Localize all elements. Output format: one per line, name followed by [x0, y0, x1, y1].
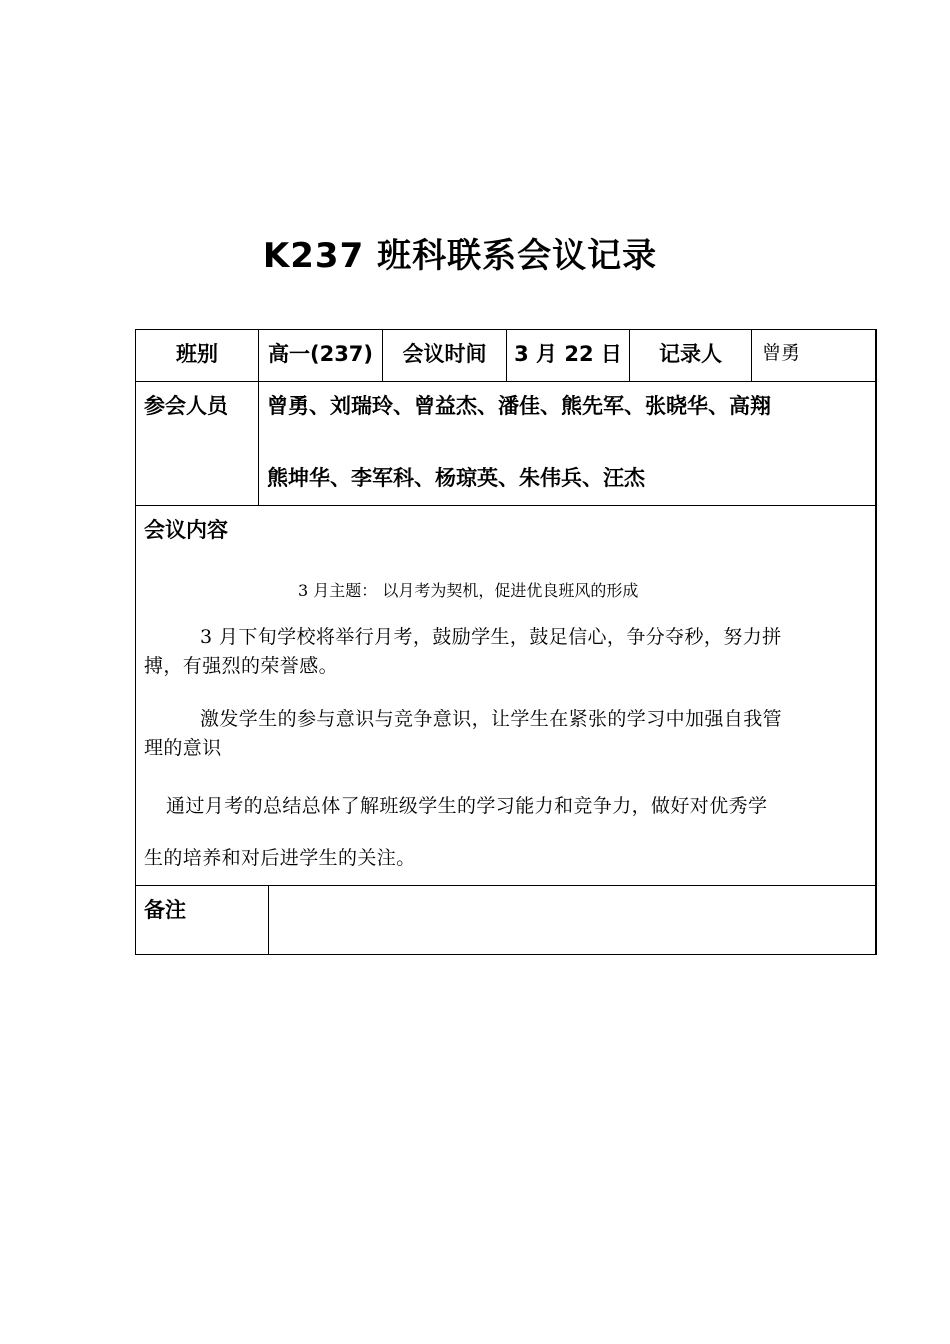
paragraph-1-line-2: 搏，有强烈的荣誉感。	[144, 655, 339, 677]
attendees-line-1: 曾勇、刘瑞玲、曾益杰、潘佳、熊先军、张晓华、高翔	[267, 394, 771, 418]
attendees-label: 参会人员	[136, 382, 259, 505]
paragraph-3-line-1: 通过月考的总结总体了解班级学生的学习能力和竞争力，做好对优秀学	[166, 795, 768, 817]
paragraph-3-line-2: 生的培养和对后进学生的关注。	[144, 847, 416, 869]
meeting-record-table	[135, 329, 877, 955]
remarks-label: 备注	[136, 886, 269, 954]
paragraph-2-line-1: 激发学生的参与意识与竞争意识，让学生在紧张的学习中加强自我管	[200, 708, 783, 730]
attendees-line-2: 熊坤华、李军科、杨琼英、朱伟兵、汪杰	[267, 466, 645, 490]
remarks-row	[136, 886, 875, 954]
paragraph-2-line-2: 理的意识	[144, 737, 222, 759]
meeting-time-value: 3 月 22 日	[507, 330, 630, 381]
monthly-theme: 3 月主题： 以月考为契机，促进优良班风的形成	[298, 581, 639, 600]
header-row	[136, 330, 875, 382]
class-value: 高一(237)	[259, 330, 383, 381]
recorder-label: 记录人	[630, 330, 752, 381]
content-label: 会议内容	[144, 517, 228, 542]
content-row	[136, 506, 875, 886]
class-label: 班别	[136, 330, 259, 381]
recorder-value: 曾勇	[762, 342, 801, 364]
paragraph-1-line-1: 3 月下旬学校将举行月考，鼓励学生，鼓足信心，争分夺秒，努力拼	[200, 626, 782, 648]
remarks-value[interactable]	[269, 886, 875, 954]
meeting-time-label: 会议时间	[383, 330, 507, 381]
document-title: K237 班科联系会议记录	[262, 236, 658, 276]
attendees-row	[136, 382, 875, 506]
